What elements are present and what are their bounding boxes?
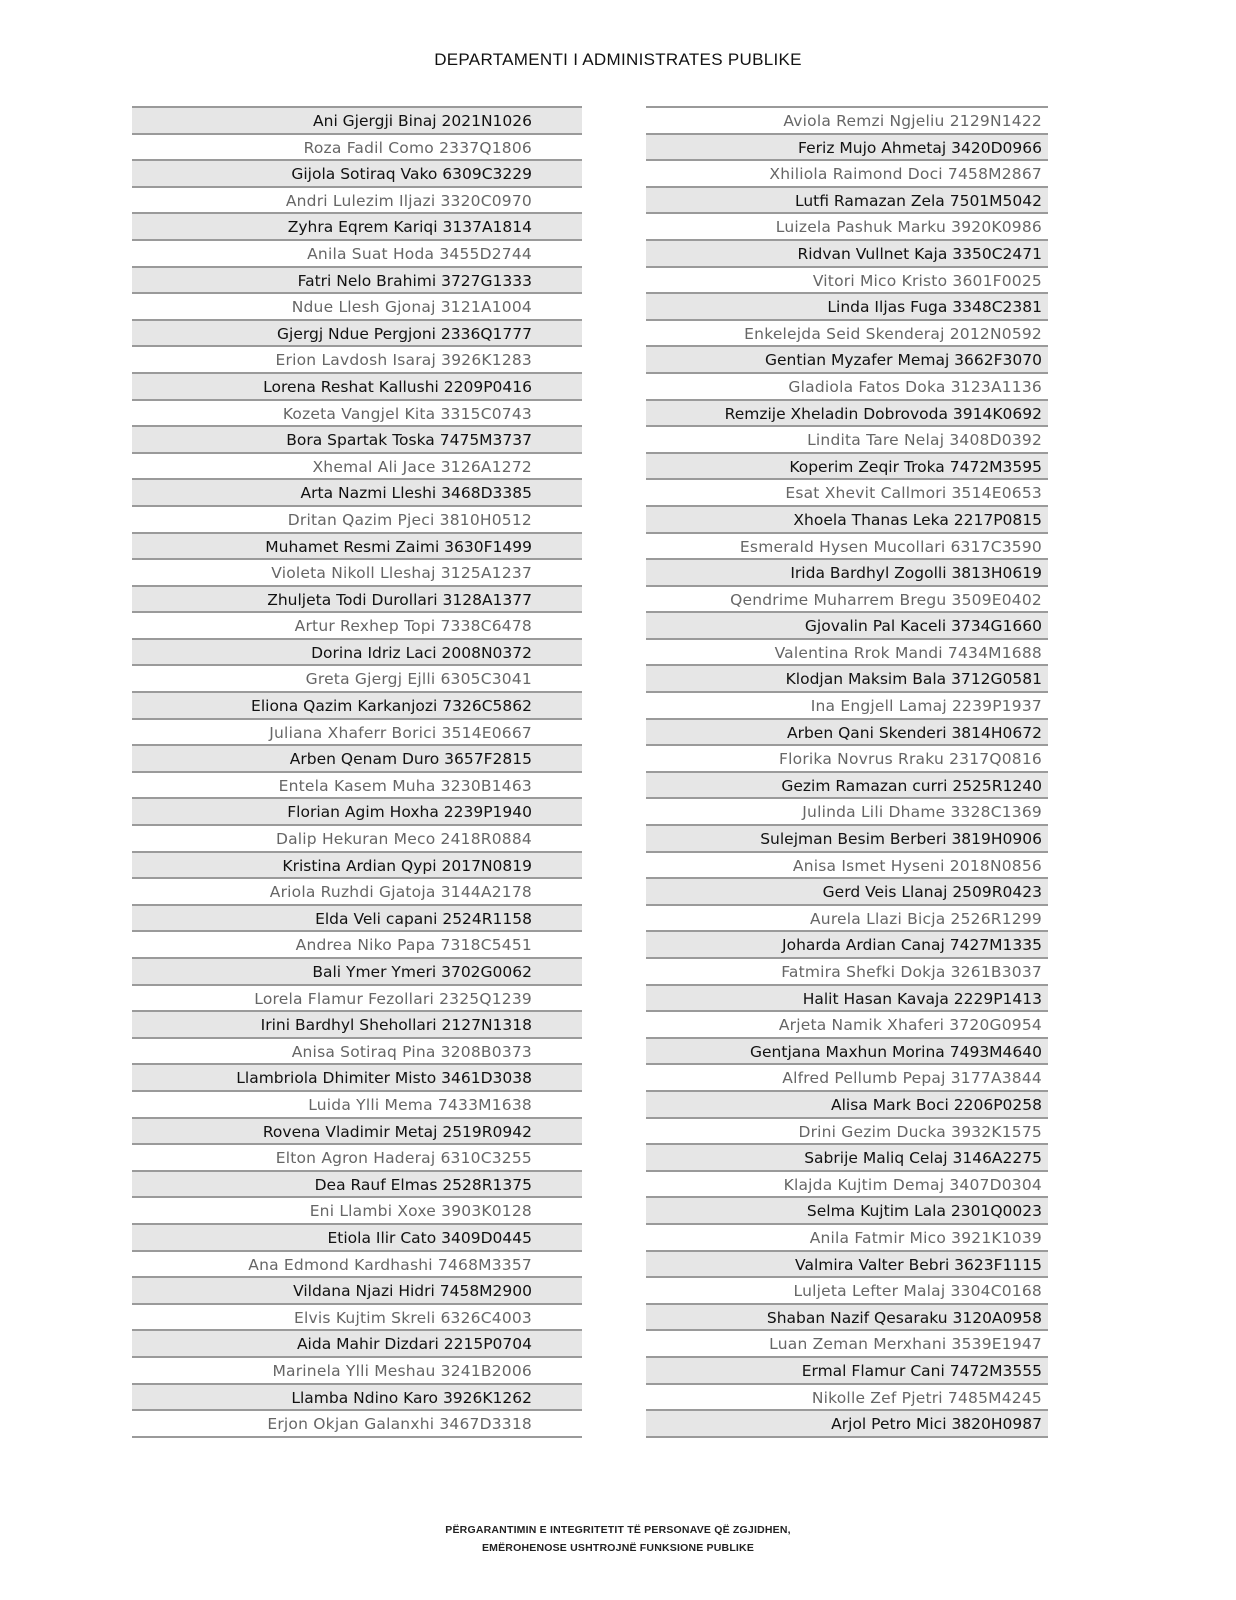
list-item: Luizela Pashuk Marku 3920K0986 [646,212,1048,239]
list-item: Llamba Ndino Karo 3926K1262 [132,1383,582,1410]
list-item: Sulejman Besim Berberi 3819H0906 [646,824,1048,851]
footer-line-2: EMËROHENOSE USHTROJNË FUNKSIONE PUBLIKE [481,1542,755,1554]
list-item: Anila Fatmir Mico 3921K1039 [646,1223,1048,1250]
list-item: Linda Iljas Fuga 3348C2381 [646,292,1048,319]
list-item: Dritan Qazim Pjeci 3810H0512 [132,505,582,532]
list-item: Andrea Niko Papa 7318C5451 [132,930,582,957]
list-item: Greta Gjergj Ejlli 6305C3041 [132,664,582,691]
list-item: Luan Zeman Merxhani 3539E1947 [646,1329,1048,1356]
list-item: Marinela Ylli Meshau 3241B2006 [132,1356,582,1383]
list-item: Elton Agron Haderaj 6310C3255 [132,1143,582,1170]
list-item: Shaban Nazif Qesaraku 3120A0958 [646,1303,1048,1330]
list-item: Esat Xhevit Callmori 3514E0653 [646,478,1048,505]
footer-line-1: PËRGARANTIMIN E INTEGRITETIT TË PERSONAVE QË ZGJIDHEN, [445,1524,791,1536]
list-item: Gentjana Maxhun Morina 7493M4640 [646,1037,1048,1064]
list-item: Fatmira Shefki Dokja 3261B3037 [646,957,1048,984]
list-item: Gerd Veis Llanaj 2509R0423 [646,877,1048,904]
list-item: Ina Engjell Lamaj 2239P1937 [646,691,1048,718]
list-item: Kristina Ardian Qypi 2017N0819 [132,851,582,878]
list-item: Ariola Ruzhdi Gjatoja 3144A2178 [132,877,582,904]
list-item: Alisa Mark Boci 2206P0258 [646,1090,1048,1117]
list-item: Anisa Sotiraq Pina 3208B0373 [132,1037,582,1064]
list-item: Bali Ymer Ymeri 3702G0062 [132,957,582,984]
list-item: Irida Bardhyl Zogolli 3813H0619 [646,558,1048,585]
list-item: Vitori Mico Kristo 3601F0025 [646,266,1048,293]
list-item: Elvis Kujtim Skreli 6326C4003 [132,1303,582,1330]
list-item: Dalip Hekuran Meco 2418R0884 [132,824,582,851]
list-item: Nikolle Zef Pjetri 7485M4245 [646,1383,1048,1410]
list-item: Ndue Llesh Gjonaj 3121A1004 [132,292,582,319]
list-item: Juliana Xhaferr Borici 3514E0667 [132,718,582,745]
list-item: Valentina Rrok Mandi 7434M1688 [646,638,1048,665]
list-item: Anila Suat Hoda 3455D2744 [132,239,582,266]
list-item: Qendrime Muharrem Bregu 3509E0402 [646,585,1048,612]
list-item: Arjeta Namik Xhaferi 3720G0954 [646,1010,1048,1037]
list-item: Artur Rexhep Topi 7338C6478 [132,611,582,638]
list-item: Roza Fadil Como 2337Q1806 [132,133,582,160]
list-item: Violeta Nikoll Lleshaj 3125A1237 [132,558,582,585]
list-item: Eliona Qazim Karkanjozi 7326C5862 [132,691,582,718]
list-item: Aviola Remzi Ngjeliu 2129N1422 [646,106,1048,133]
list-item: Aurela Llazi Bicja 2526R1299 [646,904,1048,931]
page-footer [0,1521,1236,1557]
list-item: Ermal Flamur Cani 7472M3555 [646,1356,1048,1383]
list-item: Entela Kasem Muha 3230B1463 [132,771,582,798]
list-item: Arben Qenam Duro 3657F2815 [132,744,582,771]
list-item: Florika Novrus Rraku 2317Q0816 [646,744,1048,771]
list-item: Erion Lavdosh Isaraj 3926K1283 [132,345,582,372]
list-item: Lindita Tare Nelaj 3408D0392 [646,425,1048,452]
list-item: Remzije Xheladin Dobrovoda 3914K0692 [646,399,1048,426]
list-item: Feriz Mujo Ahmetaj 3420D0966 [646,133,1048,160]
list-item: Zyhra Eqrem Kariqi 3137A1814 [132,212,582,239]
list-item: Dea Rauf Elmas 2528R1375 [132,1170,582,1197]
list-item: Vildana Njazi Hidri 7458M2900 [132,1276,582,1303]
list-item: Sabrije Maliq Celaj 3146A2275 [646,1143,1048,1170]
list-item: Alfred Pellumb Pepaj 3177A3844 [646,1063,1048,1090]
list-item: Zhuljeta Todi Durollari 3128A1377 [132,585,582,612]
list-item: Esmerald Hysen Mucollari 6317C3590 [646,532,1048,559]
list-item: Kozeta Vangjel Kita 3315C0743 [132,399,582,426]
list-item: Florian Agim Hoxha 2239P1940 [132,797,582,824]
list-item: Arben Qani Skenderi 3814H0672 [646,718,1048,745]
list-item: Eni Llambi Xoxe 3903K0128 [132,1196,582,1223]
list-item: Xhoela Thanas Leka 2217P0815 [646,505,1048,532]
list-item: Luida Ylli Mema 7433M1638 [132,1090,582,1117]
list-item: Elda Veli capani 2524R1158 [132,904,582,931]
list-item: Etiola Ilir Cato 3409D0445 [132,1223,582,1250]
list-item: Bora Spartak Toska 7475M3737 [132,425,582,452]
list-item: Gijola Sotiraq Vako 6309C3229 [132,159,582,186]
list-item: Ani Gjergji Binaj 2021N1026 [132,106,582,133]
list-item: Luljeta Lefter Malaj 3304C0168 [646,1276,1048,1303]
list-item: Arta Nazmi Lleshi 3468D3385 [132,478,582,505]
list-item: Aida Mahir Dizdari 2215P0704 [132,1329,582,1356]
list-item: Arjol Petro Mici 3820H0987 [646,1409,1048,1436]
list-item: Xhiliola Raimond Doci 7458M2867 [646,159,1048,186]
list-item: Selma Kujtim Lala 2301Q0023 [646,1196,1048,1223]
list-item: Andri Lulezim Iljazi 3320C0970 [132,186,582,213]
list-item: Ridvan Vullnet Kaja 3350C2471 [646,239,1048,266]
list-item: Gjovalin Pal Kaceli 3734G1660 [646,611,1048,638]
list-item: Irini Bardhyl Shehollari 2127N1318 [132,1010,582,1037]
list-item: Klajda Kujtim Demaj 3407D0304 [646,1170,1048,1197]
list-item: Enkelejda Seid Skenderaj 2012N0592 [646,319,1048,346]
list-item: Gentian Myzafer Memaj 3662F3070 [646,345,1048,372]
list-item: Gezim Ramazan curri 2525R1240 [646,771,1048,798]
list-item: Gladiola Fatos Doka 3123A1136 [646,372,1048,399]
list-item: Ana Edmond Kardhashi 7468M3357 [132,1250,582,1277]
list-item: Joharda Ardian Canaj 7427M1335 [646,930,1048,957]
list-item: Erjon Okjan Galanxhi 3467D3318 [132,1409,582,1436]
list-item: Halit Hasan Kavaja 2229P1413 [646,984,1048,1011]
list-item: Gjergj Ndue Pergjoni 2336Q1777 [132,319,582,346]
list-item: Dorina Idriz Laci 2008N0372 [132,638,582,665]
list-item: Valmira Valter Bebri 3623F1115 [646,1250,1048,1277]
list-item: Llambriola Dhimiter Misto 3461D3038 [132,1063,582,1090]
left-name-list [132,106,582,1438]
list-item: Julinda Lili Dhame 3328C1369 [646,797,1048,824]
list-item: Fatri Nelo Brahimi 3727G1333 [132,266,582,293]
page-title: DEPARTAMENTI I ADMINISTRATES PUBLIKE [434,50,802,69]
list-item: Drini Gezim Ducka 3932K1575 [646,1117,1048,1144]
list-item: Muhamet Resmi Zaimi 3630F1499 [132,532,582,559]
list-item: Rovena Vladimir Metaj 2519R0942 [132,1117,582,1144]
list-item: Lorena Reshat Kallushi 2209P0416 [132,372,582,399]
list-item: Xhemal Ali Jace 3126A1272 [132,452,582,479]
list-item: Klodjan Maksim Bala 3712G0581 [646,664,1048,691]
list-item: Lutfi Ramazan Zela 7501M5042 [646,186,1048,213]
right-name-list [646,106,1048,1438]
list-item: Anisa Ismet Hyseni 2018N0856 [646,851,1048,878]
list-item: Lorela Flamur Fezollari 2325Q1239 [132,984,582,1011]
list-item: Koperim Zeqir Troka 7472M3595 [646,452,1048,479]
